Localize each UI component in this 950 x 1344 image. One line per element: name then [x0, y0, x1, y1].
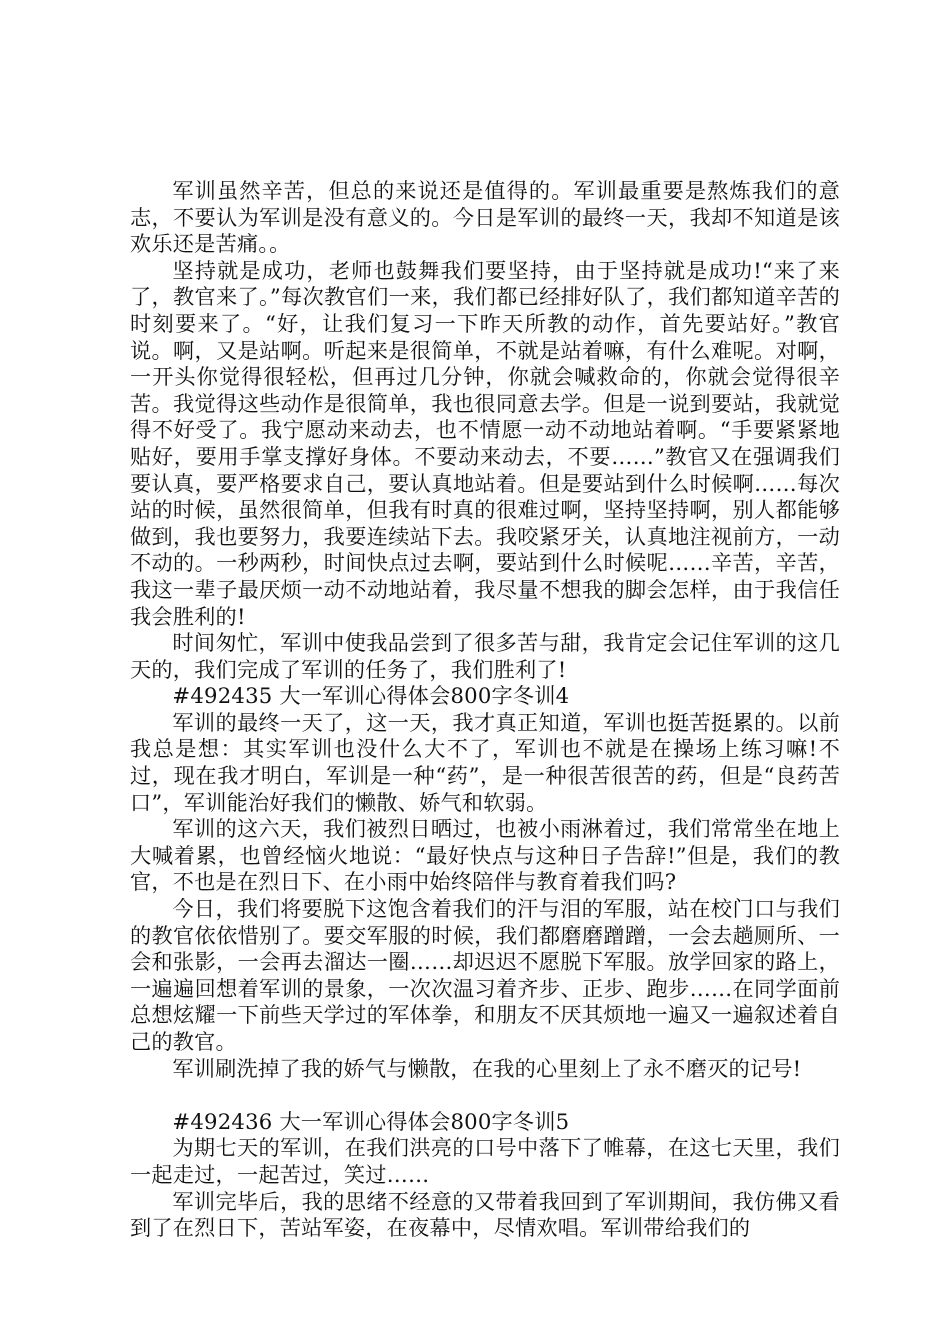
- paragraph: 军训的这六天，我们被烈日晒过，也被小雨淋着过，我们常常坐在地上大喊着累，也曾经恼火地说：“最好快点与这种日子告辞!”但是，我们的教官，不也是在烈日下、在小雨中始终陪伴与教育着我们吗?: [130, 816, 840, 895]
- paragraph: 坚持就是成功，老师也鼓舞我们要坚持，由于坚持就是成功!“来了来了，教官来了。”每次教官们一来，我们都已经排好队了，我们都知道辛苦的时刻要来了。“好，让我们复习一下昨天所教的动作，首先要站好。”教官说。啊，又是站啊。听起来是很简单，不就是站着嘛，有什么难呢。对啊，一开头你觉得很轻松，但再过几分钟，你就会喊救命的，你就会觉得很辛苦。我觉得这些动作是很简单，我也很同意去学。但是一说到要站，我就觉得不好受了。我宁愿动来动去，也不情愿一动不动地站着啊。“手要紧紧地贴好，要用手掌支撑好身体。不要动来动去，不要……”教官又在强调我们要认真，要严格要求自己，要认真地站着。但是要站到什么时候啊……每次站的时候，虽然很简单，但我有时真的很难过啊，坚持坚持啊，别人都能够做到，我也要努力，我要连续站下去。我咬紧牙关，认真地注视前方，一动不动的。一秒两秒，时间快点过去啊，要站到什么时候呢……辛苦，辛苦，我这一辈子最厌烦一动不动地站着，我尽量不想我的脚会怎样，由于我信任我会胜利的!: [130, 257, 840, 629]
- paragraph: 军训的最终一天了，这一天，我才真正知道，军训也挺苦挺累的。以前我总是想：其实军训也没什么大不了，军训也不就是在操场上练习嘛!不过，现在我才明白，军训是一种“药”，是一种很苦很苦的药，但是“良药苦口”，军训能治好我们的懒散、娇气和软弱。: [130, 709, 840, 815]
- blank-line: [130, 1082, 840, 1109]
- paragraph: 时间匆忙，军训中使我品尝到了很多苦与甜，我肯定会记住军训的这几天的，我们完成了军训的任务了，我们胜利了!: [130, 630, 840, 682]
- section-heading-5: #492436 大一军训心得体会800字冬训5: [172, 1108, 570, 1134]
- section-heading-4: #492435 大一军训心得体会800字冬训4: [172, 683, 570, 709]
- paragraph: 今日，我们将要脱下这饱含着我们的汗与泪的军服，站在校门口与我们的教官依依惜别了。要交军服的时候，我们都磨磨蹭蹭，一会去趟厕所、一会和张影，一会再去溜达一圈……却迟迟不愿脱下军服。放学回家的路上，一遍遍回想着军训的景象，一次次温习着齐步、正步、跑步……在同学面前总想炫耀一下前些天学过的军体拳，和朋友不厌其烦地一遍又一遍叙述着自己的教官。: [130, 896, 840, 1054]
- paragraph: 军训完毕后，我的思绪不经意的又带着我回到了军训期间，我仿佛又看到了在烈日下，苦站军姿，在夜幕中，尽情欢唱。军训带给我们的: [130, 1188, 840, 1241]
- document-body: [130, 178, 840, 1242]
- paragraph: 为期七天的军训，在我们洪亮的口号中落下了帷幕，在这七天里，我们一起走过，一起苦过，笑过……: [130, 1135, 840, 1187]
- paragraph: 军训刷洗掉了我的娇气与懒散，在我的心里刻上了永不磨灭的记号!: [172, 1055, 802, 1081]
- paragraph: 军训虽然辛苦，但总的来说还是值得的。军训最重要是熬炼我们的意志，不要认为军训是没有意义的。今日是军训的最终一天，我却不知道是该欢乐还是苦痛。。: [130, 178, 840, 257]
